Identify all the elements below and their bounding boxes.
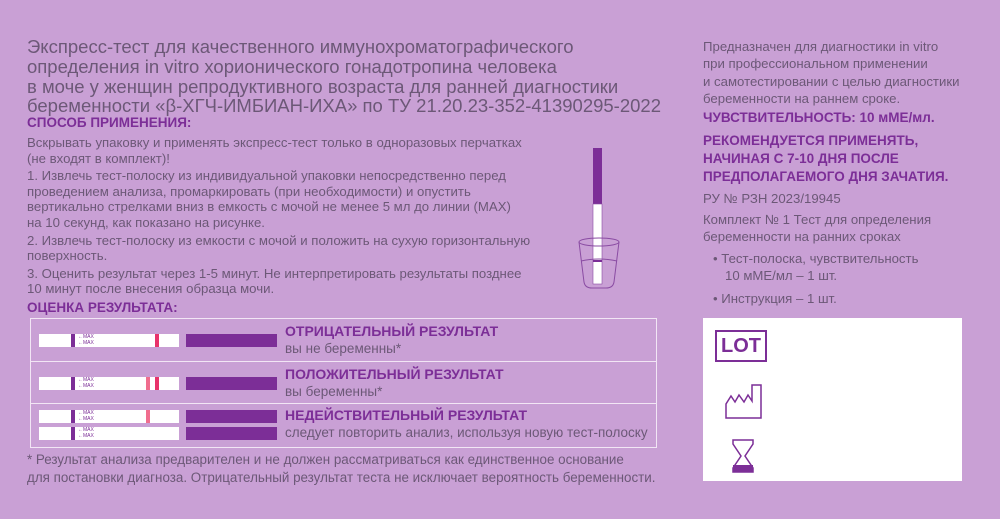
text-line: ПРЕДПОЛАГАЕМОГО ДНЯ ЗАЧАТИЯ. [703, 169, 949, 184]
sensitivity: ЧУВСТВИТЕЛЬНОСТЬ: 10 мМЕ/мл. [703, 110, 935, 125]
text-line: 3. Оценить результат через 1-5 минут. Не интерпретировать результаты позднее [27, 265, 522, 281]
result-row-negative [31, 319, 656, 362]
max-label: ←MAX [78, 339, 94, 346]
max-label: ←MAX [78, 334, 94, 340]
max-label: ←MAX [78, 432, 94, 439]
list-item: 10 мМЕ/мл – 1 шт. [725, 268, 838, 284]
test-strip [39, 334, 277, 347]
title-line: беременности «β-ХГЧ-ИМБИАН-ИХА» по ТУ 21.20.23-352-41390295-2022 [27, 95, 661, 117]
text-line: Вскрывать упаковку и применять экспресс-тест только в одноразовых перчатках [27, 135, 522, 150]
title-line: определения in vitro хорионического гонадотропина человека [27, 55, 557, 77]
text-line: РЕКОМЕНДУЕТСЯ ПРИМЕНЯТЬ, [703, 133, 919, 148]
max-label: ←MAX [78, 415, 94, 422]
text-line: вертикально стрелками вниз в емкость с мочой не менее 5 мл до линии (MAX) [27, 199, 511, 215]
title-line: Экспресс-тест для качественного иммунохроматографического [27, 36, 574, 57]
test-line [146, 377, 150, 390]
result-desc: следует повторить анализ, используя новую тест-полоску [285, 425, 648, 440]
text-line: 1. Извлечь тест-полоску из индивидуальной упаковки непосредственно перед [27, 168, 506, 184]
symbols-panel [703, 318, 962, 481]
result-desc: вы не беременны* [285, 341, 402, 356]
text-line: (не входят в комплект)! [27, 150, 170, 166]
test-strip [39, 410, 277, 423]
text-line: и самотестировании с целью диагностики [703, 73, 960, 89]
registration-number: РУ № РЗН 2023/19945 [703, 191, 841, 206]
text-line: Предназначен для диагностики in vitro [703, 39, 939, 54]
manufacturer-icon [723, 382, 765, 420]
text-line: проведением анализа, промаркировать (при необходимости) и опустить [27, 183, 471, 199]
purpose-text [703, 38, 959, 107]
max-label: ←MAX [78, 382, 94, 389]
max-label: ←MAX [78, 410, 94, 416]
result-row-positive [31, 362, 656, 404]
text-line: на 10 секунд, как показано на рисунке. [27, 214, 265, 230]
text-line: Комплект № 1 Тест для определения [703, 212, 932, 227]
kit-description [703, 211, 931, 246]
text-line: беременности на раннем сроке. [703, 90, 901, 106]
test-line [146, 410, 150, 423]
test-strip [39, 377, 277, 390]
control-line [155, 377, 159, 390]
test-strip [39, 427, 277, 440]
usage-heading: СПОСОБ ПРИМЕНЕНИЯ: [27, 115, 192, 130]
result-title: ОТРИЦАТЕЛЬНЫЙ РЕЗУЛЬТАТ [285, 323, 499, 339]
expiry-hourglass-icon [731, 438, 757, 474]
result-row-invalid [31, 404, 656, 447]
max-label: ←MAX [78, 377, 94, 383]
text-line: * Результат анализа предварителен и не должен рассматриваться как единственное основание [27, 452, 624, 467]
result-title: НЕДЕЙСТВИТЕЛЬНЫЙ РЕЗУЛЬТАТ [285, 407, 528, 423]
text-line: беременности на ранних сроках [703, 229, 901, 245]
footnote [27, 451, 656, 486]
text-line: НАЧИНАЯ С 7-10 ДНЯ ПОСЛЕ [703, 151, 899, 166]
text-line: при профессиональном применении [703, 56, 928, 72]
result-title: ПОЛОЖИТЕЛЬНЫЙ РЕЗУЛЬТАТ [285, 366, 504, 382]
results-table [30, 318, 657, 448]
control-line [155, 334, 159, 347]
title-line: в моче у женщин репродуктивного возраста для ранней диагностики [27, 75, 619, 97]
list-item: • Тест-полоска, чувствительность [713, 251, 919, 266]
product-title [27, 37, 661, 116]
text-line: поверхность. [27, 248, 108, 264]
strip-in-cup-illustration [575, 145, 625, 295]
text-line: для постановки диагноза. Отрицательный результат теста не исключает вероятность беременности. [27, 469, 656, 485]
lot-icon: LOT [715, 330, 767, 362]
max-label: ←MAX [78, 427, 94, 433]
results-heading: ОЦЕНКА РЕЗУЛЬТАТА: [27, 300, 178, 315]
result-desc: вы беременны* [285, 384, 383, 399]
text-line: 10 минут после внесения образца мочи. [27, 281, 275, 297]
kit-items [713, 250, 918, 307]
recommendation [703, 132, 948, 186]
usage-instructions [27, 135, 530, 297]
list-item: • Инструкция – 1 шт. [713, 290, 837, 306]
text-line: 2. Извлечь тест-полоску из емкости с мочой и положить на сухую горизонтальную [27, 232, 531, 248]
